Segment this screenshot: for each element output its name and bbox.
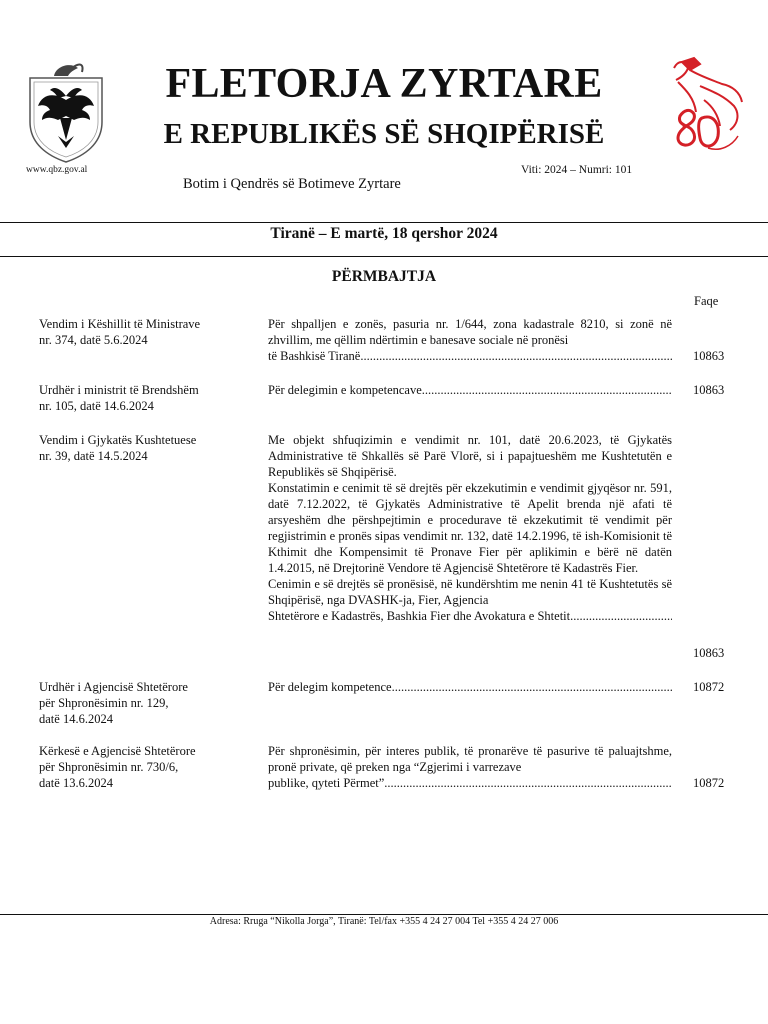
footer-divider (0, 914, 768, 915)
entry-description-text: Për delegimin e kompetencave (268, 383, 422, 397)
entry-page-number: 10863 (693, 383, 725, 397)
leader-dots (360, 348, 672, 364)
entry-description-last-line (268, 382, 672, 398)
entry-page-number: 10863 (693, 349, 725, 363)
entry-source-line: nr. 105, datë 14.6.2024 (39, 399, 154, 413)
entry-description-last-line (268, 679, 672, 695)
entry-description-text: Shtetërore e Kadastrës, Bashkia Fier dhe Avokatura e Shtetit (268, 609, 571, 623)
issue-number: Viti: 2024 – Numri: 101 (521, 164, 633, 176)
site-url: www.qbz.gov.al (26, 165, 88, 175)
entry-source (39, 316, 249, 348)
entry-description (268, 679, 672, 695)
entry-description-text: Për shpronësimin, për interes publik, të pronarëve të pasurive të paluajtshme, pronë private, që preken nga “Zgjerimi i varrezave (268, 744, 672, 774)
gazette-title: FLETORJA ZYRTARE (165, 61, 603, 107)
entry-page-number: 10863 (693, 646, 725, 660)
entry-page-number: 10872 (693, 680, 725, 694)
entry-source (39, 743, 249, 791)
entry-description-text: Cenimin e së drejtës së pronësisë, në kundërshtim me nenin 41 të Kushtetutës së Shqipërisë, nga DVASHK-ja, Fier, Agjencia (268, 577, 672, 607)
entry-description (268, 316, 672, 364)
entry-source (39, 432, 249, 464)
leader-dots (384, 775, 672, 791)
entry-description-text: Me objekt shfuqizimin e vendimit nr. 101, datë 20.6.2023, të Gjykatës Administrative të Shkallës së Parë Vlorë, si i papajtueshëm me Kushtetutën e Republikës së Shqipërisë. (268, 433, 672, 479)
entry-description (268, 382, 672, 398)
entry-description-last-line (268, 608, 672, 624)
entry-source-line: Kërkesë e Agjencisë Shtetërore (39, 744, 196, 758)
contents-heading: PËRMBAJTJA (331, 268, 437, 285)
entry-source-line: datë 13.6.2024 (39, 776, 113, 790)
entry-description (268, 743, 672, 791)
entry-description-text: Për delegim kompetence (268, 680, 392, 694)
entry-source-line: nr. 39, datë 14.5.2024 (39, 449, 148, 463)
entry-description-text: Konstatimin e cenimit të së drejtës për ekzekutimin e vendimit gjyqësor nr. 591, datë 7.12.2022, të Gjykatës Administrative të Apelit brenda një afati të arsyeshëm dhe përshpejtimin e procedurave të ekzekutimit të vendimit për regjistrimin e pronës sipas vendimit nr. 132, datë 14.2.1996, të ish-Komisionit të Kthimit dhe Kompensimit të Pronave Fier për aplikimin e bërë në datën 1.4.2015, në Drejtorinë Vendore të Agjencisë Shtetërore të Kadastrës Fier. (268, 481, 672, 575)
entry-source-line: Urdhër i ministrit të Brendshëm (39, 383, 199, 397)
masthead-divider (0, 222, 768, 223)
publisher-line: Botim i Qendrës së Botimeve Zyrtare (183, 176, 401, 192)
entry-source (39, 382, 249, 414)
entry-description-last-line (268, 348, 672, 364)
entry-description-text: publike, qyteti Përmet” (268, 776, 385, 790)
80-anniversary-logo-icon (660, 56, 752, 168)
entry-description (268, 432, 672, 624)
entry-source-line: nr. 374, datë 5.6.2024 (39, 333, 148, 347)
entry-source-line: për Shpronësimin nr. 730/6, (39, 760, 179, 774)
leader-dots (422, 382, 672, 398)
footer-address: Adresa: Rruga “Nikolla Jorga”, Tiranë: Tel/fax +355 4 24 27 004 Tel +355 4 24 27 006 (209, 916, 559, 927)
date-divider (0, 256, 768, 257)
page-column-header: Faqe (694, 294, 719, 308)
gazette-subtitle: E REPUBLIKËS SË SHQIPËRISË (163, 118, 605, 150)
entry-source-line: Vendim i Gjykatës Kushtetuese (39, 433, 197, 447)
entry-source (39, 679, 249, 727)
issue-date: Tiranë – E martë, 18 qershor 2024 (270, 225, 498, 242)
entry-description-text: të Bashkisë Tiranë (268, 349, 361, 363)
entry-source-line: datë 14.6.2024 (39, 712, 113, 726)
leader-dots (392, 679, 672, 695)
entry-source-line: për Shpronësimin nr. 129, (39, 696, 169, 710)
entry-source-line: Urdhër i Agjencisë Shtetërore (39, 680, 188, 694)
entry-description-text: Për shpalljen e zonës, pasuria nr. 1/644, zona kadastrale 8210, si zonë në zhvillim, me qëllim ndërtimin e banesave sociale në pronësi (268, 317, 672, 347)
leader-dots (570, 608, 672, 624)
entry-source-line: Vendim i Këshillit të Ministrave (39, 317, 201, 331)
entry-description-last-line (268, 775, 672, 791)
entry-page-number: 10872 (693, 776, 725, 790)
